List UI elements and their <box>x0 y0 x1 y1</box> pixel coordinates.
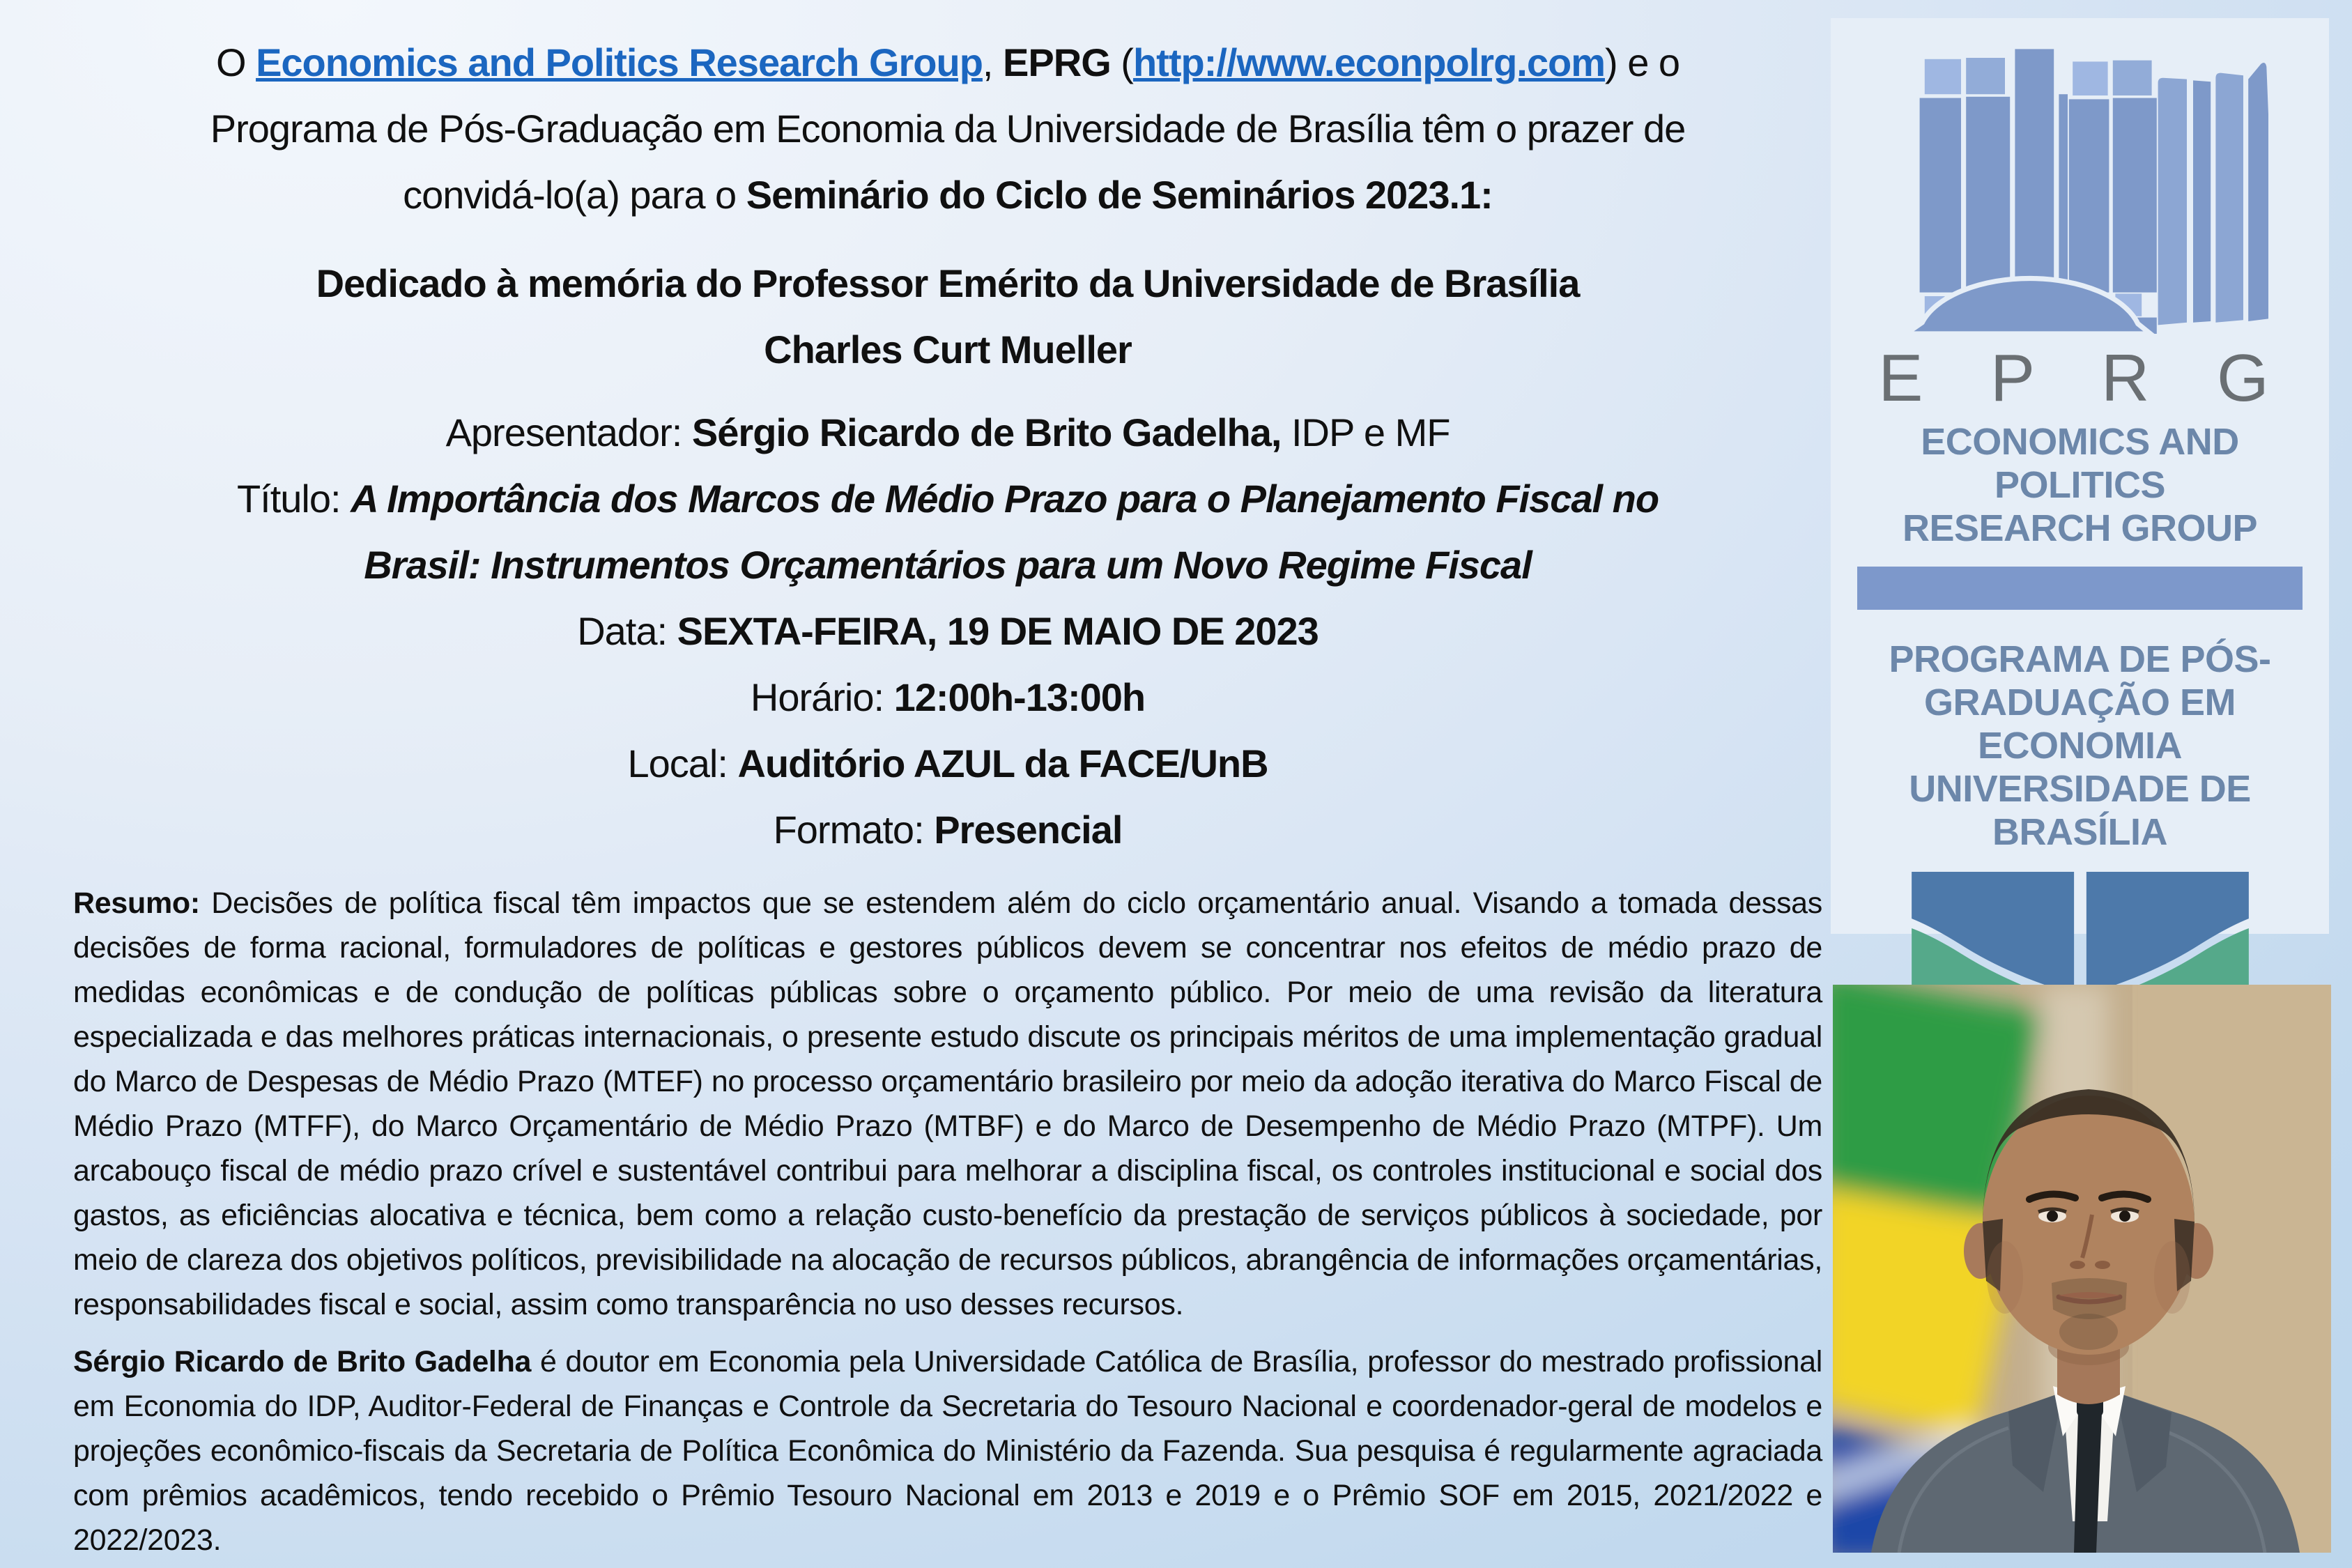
detail-date <box>73 598 1822 664</box>
presenter-name: Sérgio Ricardo de Brito Gadelha, <box>691 410 1282 454</box>
talk-title-part-1: A Importância dos Marcos de Médio Prazo para o Planejamento Fiscal no <box>351 477 1659 521</box>
eprg-url-link[interactable]: http://www.econpolrg.com <box>1132 40 1605 84</box>
bio-name: Sérgio Ricardo de Brito Gadelha <box>73 1345 532 1378</box>
eprg-group-link[interactable]: Economics and Politics Research Group <box>256 40 983 84</box>
org-name-line-1: ECONOMICS AND POLITICS <box>1921 421 2239 506</box>
program-line-1: PROGRAMA DE PÓS- <box>1889 638 2271 680</box>
speaker-photo <box>1833 985 2331 1553</box>
detail-format <box>73 797 1822 863</box>
brasilia-buildings-icon <box>1892 39 2268 334</box>
eprg-wordmark: E P R G <box>1878 341 2282 415</box>
intro-paren-close: ) e o <box>1604 40 1680 84</box>
intro-line3-prefix: convidá-lo(a) para o <box>403 173 746 217</box>
eprg-acronym: EPRG <box>1003 40 1111 84</box>
abstract-paragraph <box>73 881 1822 1327</box>
location-label: Local: <box>627 741 738 785</box>
program-line-2: GRADUAÇÃO EM ECONOMIA <box>1924 682 2236 767</box>
intro-paren-open: ( <box>1110 40 1133 84</box>
divider-bar <box>1857 567 2303 610</box>
detail-location <box>73 730 1822 797</box>
bio-paragraph <box>73 1339 1822 1562</box>
building-slabs <box>2158 63 2268 325</box>
talk-title-part-2: Brasil: Instrumentos Orçamentários para um Novo Regime Fiscal <box>364 543 1532 587</box>
talk-title-label: Título: <box>236 477 351 521</box>
detail-time <box>73 664 1822 730</box>
program-line-3: UNIVERSIDADE DE BRASÍLIA <box>1909 768 2251 853</box>
talk-title-line-1 <box>73 466 1822 532</box>
intro-line-2: Programa de Pós-Graduação em Economia da Universidade de Brasília têm o prazer de <box>210 107 1686 151</box>
intro-line-1 <box>73 29 1822 95</box>
intro-comma: , <box>982 40 1004 84</box>
org-name-line-2: RESEARCH GROUP <box>1902 507 2258 549</box>
abstract-text: Decisões de política fiscal têm impactos que se estendem além do ciclo orçamentário anual. Visando a tomada dessas decisões de forma racional, formuladores de políticas e gestores públicos devem se concentrar nos efeitos de médio prazo de medidas econômicas e de condução de políticas públicas sobre o orçamento público. Por meio de uma revisão da literatura especializada e das melhores práticas internacionais, o presente estudo discute os principais méritos de uma implementação gradual do Marco de Despesas de Médio Prazo (MTEF) no processo orçamentário brasileiro por meio da adoção iterativa do Marco Fiscal de Médio Prazo (MTFF), do Marco Orçamentário de Médio Prazo (MTBF) e do Marco de Desempenho de Médio Prazo (MTPF). Um arcabouço fiscal de médio prazo crível e sustentável contribui para melhorar a disciplina fiscal, os controles institucional e social dos gastos, as eficiências alocativa e técnica, bem como a relação custo-benefício da prestação de serviços públicos à sociedade, por meio de clareza dos objetivos políticos, previsibilidade na alocação de recursos públicos, abrangência de informações orçamentárias, responsabilidades fiscal e social, assim como transparência no uso desses recursos. <box>73 886 1822 1321</box>
abstract-label: Resumo: <box>73 886 200 920</box>
intro-prefix: O <box>215 40 256 84</box>
dedication-line-2: Charles Curt Mueller <box>764 328 1132 371</box>
eprg-logo-panel <box>1831 18 2329 934</box>
presenter-affiliation: IDP e MF <box>1281 410 1450 454</box>
presenter-line <box>73 399 1822 466</box>
format-label: Formato: <box>773 808 935 852</box>
date-value: SEXTA-FEIRA, 19 DE MAIO DE 2023 <box>677 609 1319 653</box>
invitation-body <box>73 29 1822 1562</box>
dedication-line-1: Dedicado à memória do Professor Emérito da Universidade de Brasília <box>316 261 1580 305</box>
talk-title-line-2 <box>73 532 1822 598</box>
time-label: Horário: <box>750 675 894 719</box>
presenter-label: Apresentador: <box>445 410 692 454</box>
date-label: Data: <box>577 609 677 653</box>
location-value: Auditório AZUL da FACE/UnB <box>737 741 1268 785</box>
bio-text: é doutor em Economia pela Universidade Católica de Brasília, professor do mestrado profissional em Economia do IDP, Auditor-Federal de Finanças e Controle da Secretaria do Tesouro Nacional e coordenador-geral de modelos e projeções econômico-fiscais da Secretaria de Política Econômica do Ministério da Fazenda. Sua pesquisa é regularmente agraciada com prêmios acadêmicos, tendo recebido o Prêmio Tesouro Nacional em 2013 e 2019 e o Prêmio SOF em 2015, 2021/2022 e 2022/2023. <box>73 1345 1822 1557</box>
format-value: Presencial <box>934 808 1123 852</box>
intro-line-3 <box>73 162 1822 228</box>
seminar-cycle-title: Seminário do Ciclo de Seminários 2023.1: <box>746 173 1493 217</box>
time-value: 12:00h-13:00h <box>893 675 1146 719</box>
